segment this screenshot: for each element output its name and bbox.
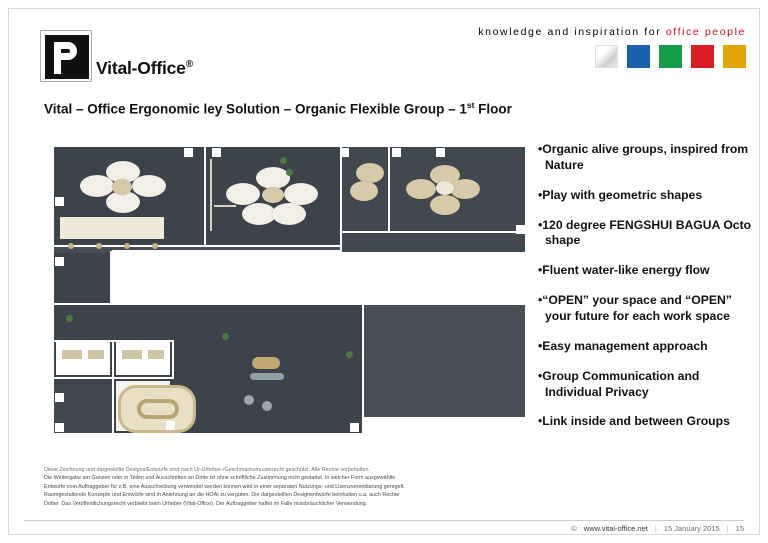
color-swatch-row (595, 45, 746, 68)
plan-bottom-margin (54, 435, 525, 466)
bullet-item: •Link inside and between Groups (538, 414, 730, 429)
bullet-item: •Fluent water-like energy flow (538, 263, 710, 278)
plan-petal (226, 183, 260, 205)
logo-wordmark-vital: Vital (96, 58, 132, 78)
plan-lounge-seat-2 (262, 401, 272, 411)
plan-desk-4 (148, 350, 164, 359)
plan-petal (356, 163, 384, 183)
plan-petal (272, 203, 306, 225)
plan-petal (284, 183, 318, 205)
plan-chair-3 (124, 243, 130, 249)
plan-cabinet-run (60, 217, 164, 239)
plan-pillar-9 (55, 423, 64, 432)
legal-line: Die Weitergabe am Ganzen oder in Teilen und Ausschnitten an Dritte ist ohne schriftliche Zustimmung nicht gestattet. In welcher Form ausgewählte (44, 475, 396, 482)
plan-wall-horizontal-2 (342, 231, 525, 233)
page-title-tail: Floor (474, 101, 512, 117)
logo-wordmark-office: Office (137, 58, 186, 78)
plan-wall-horizontal-5 (54, 377, 174, 379)
plan-glass-partition-1 (210, 159, 212, 231)
footer (571, 524, 744, 533)
plan-petal (406, 179, 436, 199)
swatch-red (691, 45, 714, 68)
plan-desk-3 (122, 350, 142, 359)
plan-pillar-5 (436, 148, 445, 157)
plan-petal-core (436, 181, 454, 195)
floor-plan-render (54, 145, 525, 466)
plan-lounge-seat-1 (244, 395, 254, 405)
swatch-green (659, 45, 682, 68)
plan-wall-vertical-7 (172, 341, 174, 379)
plan-plant-1 (280, 157, 287, 164)
plan-pillar-7 (55, 257, 64, 266)
plan-pillar-12 (516, 225, 525, 234)
plan-chair-2 (96, 243, 102, 249)
plan-pillar-6 (55, 197, 64, 206)
plan-petal (450, 179, 480, 199)
plan-reception-bench (250, 373, 284, 380)
logo-wordmark (96, 58, 193, 79)
page-title-ordinal: st (466, 100, 475, 110)
legal-line: Dritter. Das Veröffentlichungsrecht verbleibt beim Urheber (Vital-Office). Der Auftraggeber haftet im Falle missbräuchlicher Verwendung. (44, 500, 368, 507)
plan-pillar-10 (204, 295, 213, 304)
website-link[interactable]: www.vital-office.net (583, 524, 648, 533)
footer-date: 15 January 2015 (663, 524, 720, 533)
page-number: 15 (735, 524, 744, 533)
plan-plant-4 (222, 333, 229, 340)
legal-line: Entwürfe vom Auftraggeber für z.B. eine Ausschreibung verwendet werden können wird in einer separaten Nutzungs- und Lizenzvereinbarung geregelt. (44, 483, 405, 490)
plan-bagua-octo-room (118, 385, 196, 433)
plan-desk-2 (88, 350, 104, 359)
plan-glass-partition-2 (214, 205, 236, 207)
plan-bagua-table (137, 399, 179, 419)
footer-separator: | (654, 524, 657, 533)
logo-p-bowl (58, 42, 77, 60)
plan-wall-vertical-4 (110, 251, 112, 305)
plan-wall-horizontal-3 (54, 303, 525, 305)
plan-plant-3 (66, 315, 73, 322)
tagline-plain-text: knowledge and inspiration for (478, 26, 666, 38)
copyright-symbol: © (571, 524, 577, 533)
plan-petal (242, 203, 276, 225)
plan-desk-cluster-4 (406, 165, 478, 221)
bullet-item: •“OPEN” your space and “OPEN” your future for each work space (538, 293, 732, 324)
swatch-gold (723, 45, 746, 68)
plan-pillar-4 (392, 148, 401, 157)
logo-registered-mark: ® (185, 59, 193, 71)
plan-void-upper-mid (112, 250, 342, 305)
plan-petal (256, 167, 290, 189)
swatch-silver (595, 45, 618, 68)
bullet-item: •Easy management approach (538, 338, 708, 353)
plan-petal (350, 181, 378, 201)
legal-notice (44, 466, 464, 508)
tagline-accent-text: office people (665, 26, 746, 38)
plan-petal (80, 175, 114, 197)
plan-pillar-2 (212, 148, 221, 157)
footer-separator: | (726, 524, 729, 533)
plan-plant-5 (346, 351, 353, 358)
plan-petal-core (112, 179, 132, 195)
page-title (44, 100, 512, 117)
plan-petal-core (262, 187, 284, 203)
plan-plant-2 (286, 169, 293, 176)
plan-wall-vertical-2 (340, 147, 342, 253)
bullet-item: •Play with geometric shapes (538, 187, 703, 202)
legal-line: Raumgestaltende Konzepte und Entwürfe sind in Anlehnung an die HOAI zu vergüten. Die dargestellten Designentwürfe beinhalten u.a. auch Rechte (44, 492, 400, 499)
swatch-blue (627, 45, 650, 68)
plan-pillar-1 (184, 148, 193, 157)
legal-line: Diese Zeichnung und dargestellte Designs/Entwürfe sind nach Ur-Urheber-/Geschmacksmusterrecht geschützt. Alle Rechte vorbehalten. (44, 467, 370, 473)
footer-divider (24, 520, 744, 521)
plan-desk-cluster-3 (350, 163, 388, 209)
plan-pillar-13 (166, 421, 175, 430)
plan-wall-vertical-6 (112, 341, 114, 437)
vital-office-logo (40, 30, 92, 82)
plan-wall-horizontal-6 (54, 433, 362, 435)
plan-petal (132, 175, 166, 197)
plan-chair-4 (152, 243, 158, 249)
plan-wall-vertical-1 (204, 147, 206, 247)
bullet-item: •120 degree FENGSHUI BAGUA Octo shape (538, 217, 752, 248)
bullet-list (538, 142, 754, 444)
plan-wall-vertical-5 (362, 303, 364, 440)
plan-zone-lower-right (364, 305, 525, 417)
page-title-main: Vital – Office Ergonomic ley Solution – Organic Flexible Group – 1 (44, 101, 467, 117)
bullet-item: •Organic alive groups, inspired from Nature (538, 142, 749, 172)
plan-pillar-11 (350, 423, 359, 432)
plan-pillar-8 (55, 393, 64, 402)
plan-desk-cluster-2 (224, 167, 320, 229)
plan-reception-counter (252, 357, 280, 369)
plan-desk-cluster-1 (76, 161, 166, 217)
header-tagline (478, 26, 746, 38)
plan-pillar-3 (340, 148, 349, 157)
plan-chair-1 (68, 243, 74, 249)
plan-petal (430, 195, 460, 215)
plan-desk-1 (62, 350, 82, 359)
bullet-item: •Group Communication and Individual Privacy (538, 368, 700, 399)
plan-wall-vertical-3 (388, 147, 390, 233)
logo-wordmark-separator: - (131, 58, 138, 78)
plan-band-right (342, 232, 525, 252)
